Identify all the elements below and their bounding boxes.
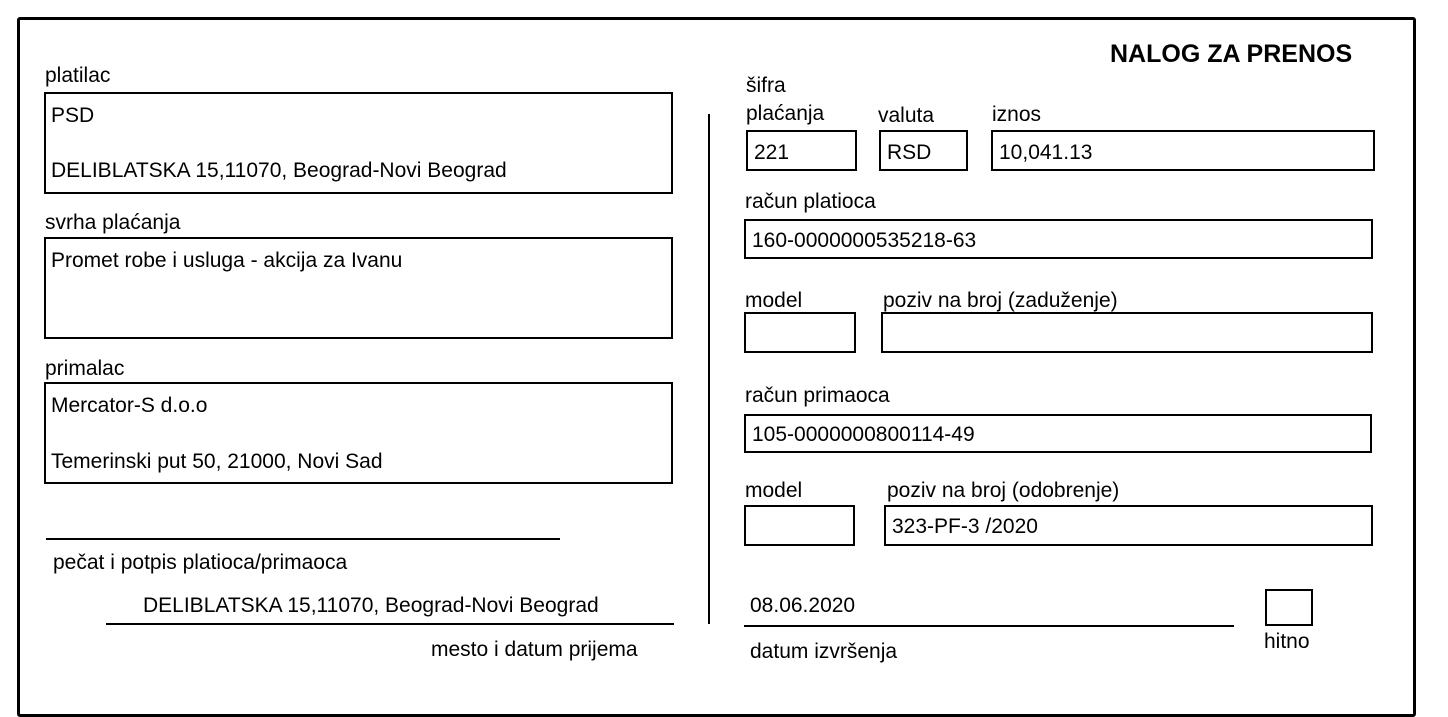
urgent-checkbox[interactable]: [1265, 589, 1313, 626]
place-line: [106, 623, 674, 625]
amount-field[interactable]: [991, 130, 1375, 171]
amount-value: 10,041.13: [999, 141, 1093, 164]
purpose-value: Promet robe i usluga - akcija za Ivanu: [51, 249, 403, 272]
currency-label: valuta: [878, 104, 935, 127]
execution-date-line: [744, 625, 1234, 627]
payer-label: platilac: [45, 64, 111, 87]
execution-date-label: datum izvršenja: [750, 640, 898, 663]
currency-field[interactable]: [879, 130, 968, 171]
debit-reference-field[interactable]: [881, 312, 1373, 353]
debit-model-field[interactable]: [744, 312, 856, 353]
amount-label: iznos: [992, 103, 1042, 126]
credit-reference-label: poziv na broj (odobrenje): [887, 479, 1120, 502]
signature-line: [46, 538, 560, 540]
recipient-box[interactable]: [44, 382, 673, 484]
recipient-account-field[interactable]: [744, 414, 1372, 453]
debit-model-label: model: [745, 289, 803, 312]
recipient-name: Mercator-S d.o.o: [51, 394, 208, 417]
execution-date-value: 08.06.2020: [750, 594, 856, 617]
place-value: DELIBLATSKA 15,11070, Beograd-Novi Beograd: [143, 594, 599, 617]
payer-box[interactable]: [44, 92, 673, 194]
credit-reference-field[interactable]: [884, 505, 1373, 546]
recipient-label: primalac: [45, 357, 125, 380]
purpose-label: svrha plaćanja: [45, 211, 181, 234]
form-title: NALOG ZA PRENOS: [1110, 40, 1353, 68]
payment-code-field[interactable]: [746, 130, 857, 171]
credit-model-label: model: [745, 479, 803, 502]
signature-label: pečat i potpis platioca/primaoca: [53, 551, 348, 574]
debit-reference-label: poziv na broj (zaduženje): [883, 289, 1118, 312]
payer-address: DELIBLATSKA 15,11070, Beograd-Novi Beograd: [51, 159, 507, 182]
payment-code-label-line2: plaćanja: [746, 102, 825, 125]
currency-value: RSD: [887, 141, 932, 164]
credit-reference-value: 323-PF-3 /2020: [892, 515, 1038, 538]
payer-account-label: račun platioca: [745, 190, 876, 213]
column-divider: [708, 114, 710, 624]
urgent-label: hitno: [1264, 630, 1310, 653]
purpose-box[interactable]: [44, 237, 673, 339]
place-label: mesto i datum prijema: [431, 638, 638, 661]
recipient-account-value: 105-0000000800114-49: [752, 423, 975, 446]
recipient-account-label: račun primaoca: [745, 384, 890, 407]
payer-name: PSD: [51, 104, 95, 127]
recipient-address: Temerinski put 50, 21000, Novi Sad: [51, 450, 383, 473]
payer-account-field[interactable]: [744, 219, 1373, 259]
payment-code-value: 221: [754, 141, 790, 164]
payer-account-value: 160-0000000535218-63: [752, 229, 977, 252]
credit-model-field[interactable]: [744, 505, 855, 546]
payment-code-label-line1: šifra: [746, 74, 786, 97]
